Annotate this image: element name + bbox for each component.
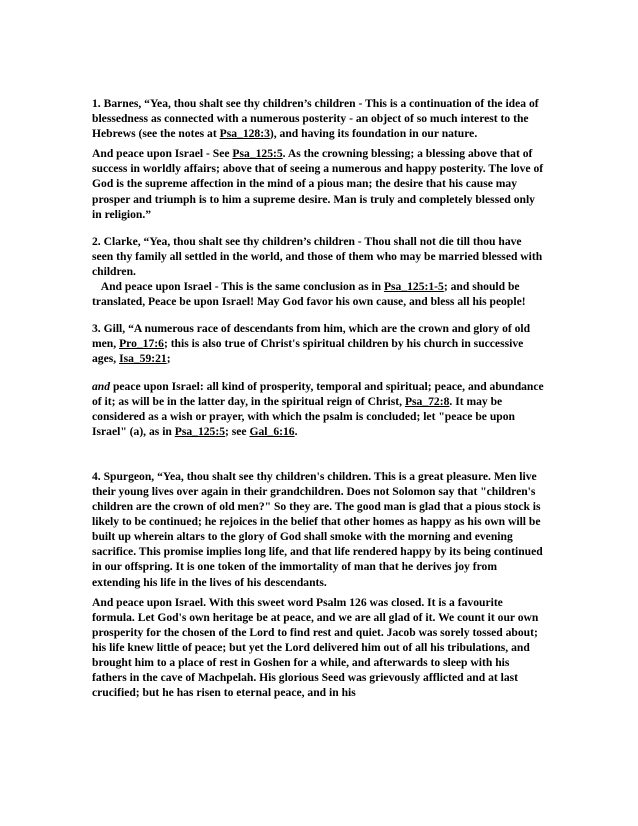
barnes-paragraph-1: [92, 96, 544, 141]
scripture-link[interactable]: Psa_125:1-5: [383, 280, 444, 294]
gill-text: ; see: [225, 424, 250, 438]
gill-text: ;: [166, 352, 171, 366]
gill-text: . It may be considered as a wish or prayer, with which the psalm is concluded; let "peace be upon Israel" (a), as in: [92, 394, 515, 438]
barnes-text: ), and having its foundation in our nature.: [269, 127, 478, 141]
commentary-text: [92, 96, 544, 700]
barnes-text: And peace upon Israel - See: [92, 147, 233, 161]
barnes-text: . As the crowning blessing; a blessing above that of success in worldly affairs; above that of seeing a numerous and happy posterity. The love of God is the supreme affection in the mind of a pious man; the desire that his cause may prosper and triumph is to him a supreme desire. Man is truly and completely blessed only in religion.”: [92, 147, 544, 221]
spurgeon-paragraph-2: And peace upon Israel. With this sweet word Psalm 126 was closed. It is a favourite formula. Let God's own heritage be at peace, and we are all glad of it. We count it our own prosperity for the chosen of the Lord to find rest and quiet. Jacob was sorely tossed about; his life knew little of peace; but yet the Lord delivered him out of all his tribulations, and brought him to a place of rest in Goshen for a while, and afterwards to sleep with his fathers in the cave of Machpelah. His glorious Seed was grievously afflicted and at last crucified; but he has risen to eternal peace, and in his: [92, 595, 539, 700]
scripture-link[interactable]: Pro_17:6: [119, 337, 164, 351]
clarke-text: And peace upon Israel - This is the same conclusion as in: [100, 280, 384, 294]
scripture-link[interactable]: Gal_6:16: [249, 424, 295, 438]
clarke-paragraph-1: 2. Clarke, “Yea, thou shalt see thy children’s children - Thou shall not die till thou have seen thy family all settled in the world, and those of them who may be married blessed with children.: [92, 234, 543, 278]
clarke-paragraph-2: [92, 279, 544, 309]
gill-text: 3. Gill, “A numerous race of descendants from him, which are the crown and glory of old men,: [92, 322, 531, 351]
gill-text: ; this is also true of Christ's spiritual children by his church in successive ages,: [92, 337, 524, 366]
scripture-link[interactable]: Isa_59:21: [119, 352, 167, 366]
gill-italic-word: and: [92, 379, 111, 393]
barnes-paragraph-2: [92, 146, 544, 221]
clarke-text: ; and should be translated, Peace be upon Israel! May God favor his own cause, and bless all his people!: [92, 280, 526, 309]
scripture-link[interactable]: Psa_125:5: [174, 424, 226, 438]
gill-paragraph-1: [92, 321, 544, 366]
gill-paragraph-2: [92, 379, 544, 439]
gill-text: peace upon Israel: all kind of prosperity, temporal and spiritual; peace, and abundance of it; as will be in the latter day, in the spiritual reign of Christ,: [92, 379, 544, 408]
barnes-text: 1. Barnes, “Yea, thou shalt see thy children’s children - This is a continuation of the idea of blessedness as connected with a numerous posterity - an object of so much interest to the Hebrews (see the notes at: [92, 97, 539, 141]
scripture-link[interactable]: Psa_128:3: [219, 127, 270, 141]
scripture-link[interactable]: Psa_72:8: [404, 394, 450, 408]
scripture-link[interactable]: Psa_125:5: [232, 147, 283, 161]
gill-text: .: [294, 424, 298, 438]
spurgeon-paragraph-1: 4. Spurgeon, “Yea, thou shalt see thy children's children. This is a great pleasure. Men live their young lives over again in their grandchildren. Does not Solomon say that "children's children are the crown of old men?" So they are. The good man is glad that a pious stock is likely to be continued; he rejoices in the belief that other homes as happy as his own will be built up wherein altars to the glory of God shall smoke with the morning and evening sacrifice. This promise implies long life, and that life rendered happy by its being continued in our offspring. It is one token of the immortality of man that he derives joy from extending his life in the lives of his descendants.: [92, 469, 543, 589]
